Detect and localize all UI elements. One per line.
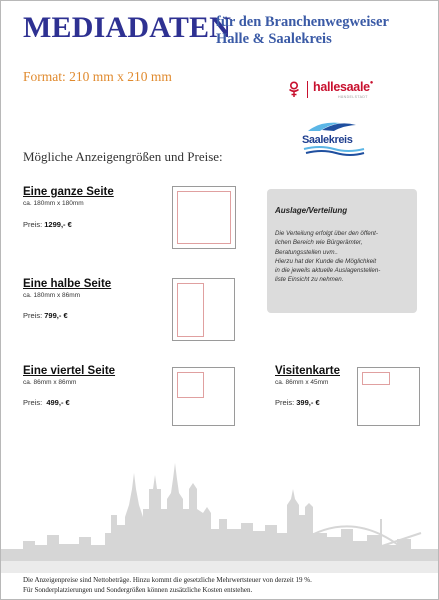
ad-half-preview	[172, 278, 235, 341]
info-text	[275, 229, 415, 285]
ad-quarter-title: Eine viertel Seite	[23, 365, 116, 377]
ad-half-price: Preis: 799,- €	[23, 311, 68, 320]
info-heading: Auslage/Verteilung	[275, 206, 348, 215]
ad-quarter-size: ca. 86mm x 86mm	[23, 379, 77, 386]
ad-quarter-price: Preis: 499,- €	[23, 398, 70, 407]
footer-note	[23, 575, 312, 595]
subtitle-line-2: Halle & Saalekreis	[216, 31, 332, 47]
ad-half-size: ca. 180mm x 86mm	[23, 292, 81, 299]
info-line: liste Einsicht zu nehmen.	[275, 276, 344, 284]
saalekreis-wordmark: Saalekreis	[302, 134, 353, 146]
ad-full-size: ca. 180mm x 180mm	[23, 200, 84, 207]
info-line: lichen Bereich wie Bürgerämter,	[275, 239, 363, 247]
ad-card-title: Visitenkarte	[275, 365, 340, 377]
info-line: Beratungsstellen uvm..	[275, 248, 338, 256]
ad-quarter-area	[177, 372, 204, 398]
halle-saale-logo	[288, 79, 388, 101]
info-line: Die Verteilung erfolgt über den öffent-	[275, 230, 378, 237]
halle-wordmark: hallesaale●	[313, 80, 374, 94]
info-line: in die jeweils aktuelle Auslagenstellen-	[275, 267, 381, 275]
halle-emblem-icon	[288, 81, 300, 97]
info-line: Hierzu hat der Kunde die Möglichkeit	[275, 257, 377, 265]
footer-line-1: Die Anzeigenpreise sind Nettobeträge. Hinzu kommt die gesetzliche Mehrwertsteuer von derzeit 19 %.	[23, 576, 312, 584]
ad-full-title: Eine ganze Seite	[23, 186, 114, 198]
ad-card-preview	[357, 367, 420, 426]
ad-card-area	[362, 372, 390, 385]
page-subtitle	[216, 14, 389, 48]
ad-full-area	[177, 191, 231, 244]
ad-card-size: ca. 86mm x 45mm	[275, 379, 329, 386]
page-title: MEDIADATEN	[23, 11, 232, 44]
footer-line-2: Für Sonderplatzierungen und Sondergrößen können zusätzliche Kosten entstehen.	[23, 586, 253, 594]
halle-tagline: HÄNDELSTADT	[338, 95, 368, 99]
ad-full-price: Preis: 1299,- €	[23, 220, 72, 229]
format-label: Format: 210 mm x 210 mm	[23, 69, 172, 84]
ad-full-preview	[172, 186, 236, 249]
saalekreis-logo	[298, 117, 368, 161]
subtitle-line-1: für den Branchenwegweiser	[216, 14, 389, 30]
ad-card-price: Preis: 399,- €	[275, 398, 320, 407]
ad-half-title: Eine halbe Seite	[23, 278, 112, 290]
logo-separator	[307, 81, 308, 98]
ad-half-area	[177, 283, 204, 337]
intro-heading: Mögliche Anzeigengrößen und Preise:	[23, 149, 223, 164]
city-skyline-image	[1, 449, 438, 573]
distribution-info-box	[267, 189, 417, 313]
ad-quarter-preview	[172, 367, 235, 426]
